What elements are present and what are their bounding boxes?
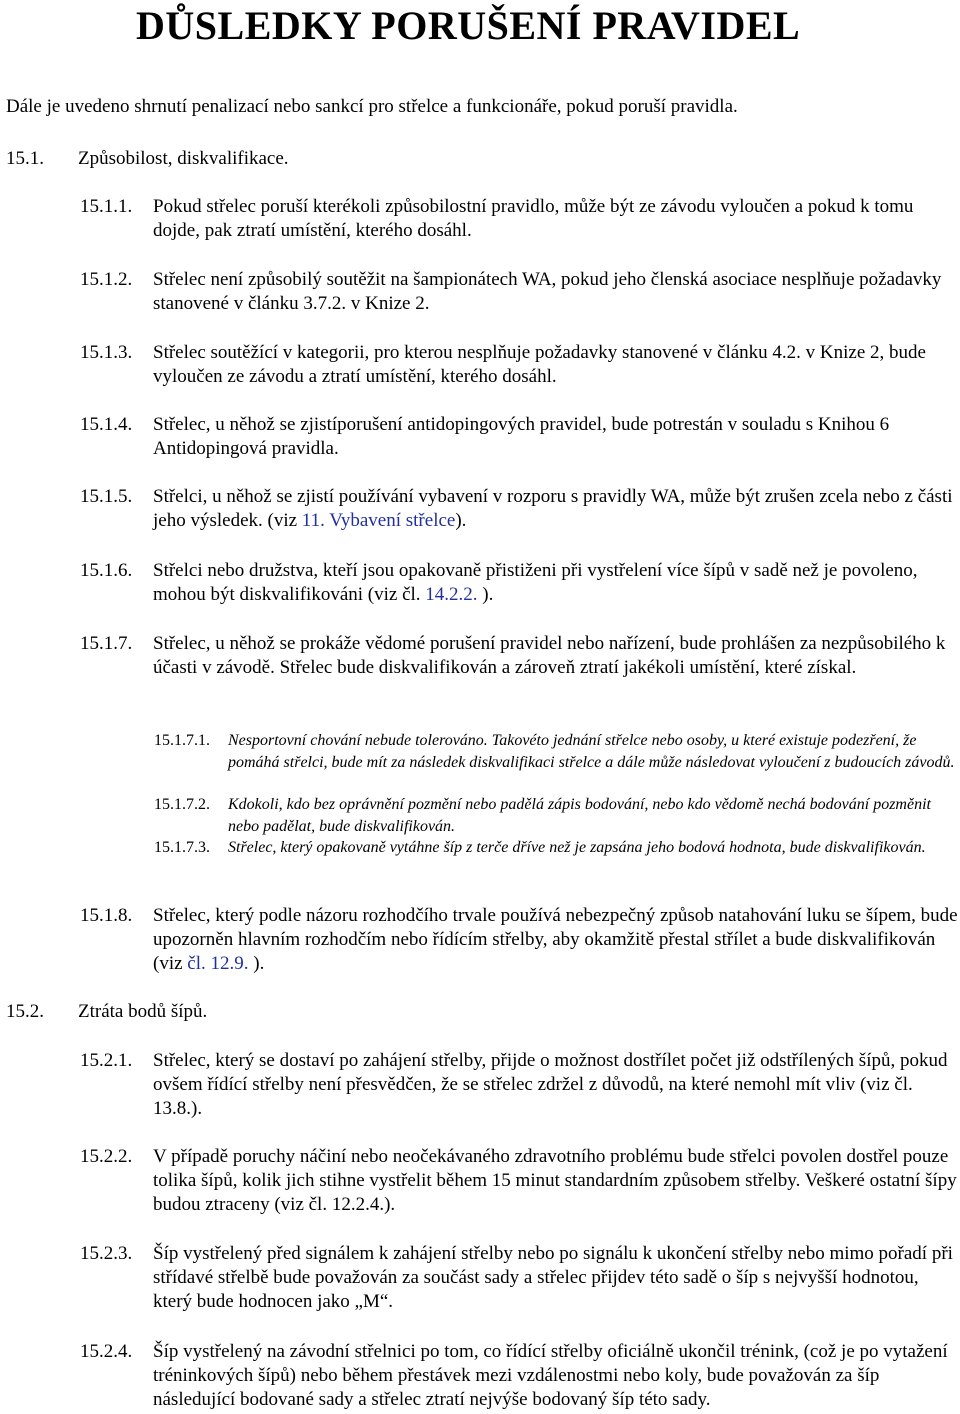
sub-rule-item [154, 794, 958, 837]
rule-text-part: Střelci, u něhož se zjistí používání vybavení v rozporu s pravidly WA, může být zrušen zcela nebo z části jeho výsledek. (viz [153, 486, 953, 531]
rule-text-part: ). [248, 953, 265, 974]
rule-text-part: ). [455, 510, 467, 531]
section-title: Způsobilost, diskvalifikace. [78, 148, 289, 169]
rule-text: Šíp vystřelený před signálem k zahájení střelby nebo po signálu k ukončení střelby nebo mimo pořadí při střídavé střelbě bude považován za součást sady a střelec přijdev této sadě o šíp s nejvyšší hodnotou, který bude hodnocen jako „M“. [153, 1243, 953, 1312]
rule-number: 15.1.7. [80, 633, 133, 654]
section-heading-15-1 [6, 147, 289, 171]
rule-text: Střelec soutěžící v kategorii, pro kterou nesplňuje požadavky stanovené v článku 4.2. v Knize 2, bude vyloučen ze závodu a ztratí umístění, kterého dosáhl. [153, 342, 926, 387]
rule-text: Šíp vystřelený na závodní střelnici po tom, co řídící střelby oficiálně ukončil trénink, (což je po vytažení tréninkových šípů) nebo během přestávek mezi vzdálenostmi nebo koly, bude považován za šíp následující bodované sady a střelec ztratí nejvýše bodovaný šíp této sady. [153, 1341, 948, 1410]
rule-text-part: Střelci nebo družstva, kteří jsou opakovaně přistiženi při vystřelení více šípů v sadě než je povoleno, mohou být diskvalifikováni (viz čl. [153, 560, 918, 605]
rule-number: 15.1.2. [80, 269, 133, 290]
rule-item [80, 1242, 958, 1314]
rule-reference-link[interactable]: 14.2.2. [425, 584, 478, 605]
rule-item [80, 195, 958, 243]
rule-item [80, 485, 958, 533]
rule-text: V případě poruchy náčiní nebo neočekávaného zdravotního problému bude střelci povolen dostřel pouze tolika šípů, kolik jich stihne vystřelit během 15 minut standardním způsobem střelby. Veškeré ostatní šípy budou ztraceny (viz čl. 12.2.4.). [153, 1146, 957, 1215]
rule-item [80, 341, 958, 389]
rule-text: Střelec, u něhož se zjistíporušení antidopingových pravidel, bude potrestán v souladu s Knihou 6 Antidopingová pravidla. [153, 414, 890, 459]
sub-rule-item [154, 837, 958, 859]
rule-item [80, 632, 958, 680]
rule-number: 15.1.4. [80, 414, 133, 435]
section-title: Ztráta bodů šípů. [78, 1001, 208, 1022]
rule-item [80, 1145, 958, 1217]
rule-number: 15.2.4. [80, 1341, 133, 1362]
rule-number: 15.1.8. [80, 905, 133, 926]
sub-rule-item [154, 730, 958, 773]
rule-item [80, 413, 958, 461]
rule-item [80, 904, 958, 976]
sub-rule-text: Kdokoli, kdo bez oprávnění pozmění nebo padělá zápis bodování, nebo kdo vědomě nechá bodování pozměnit nebo padělat, bude diskvalifikován. [228, 796, 931, 835]
rule-number: 15.1.5. [80, 486, 133, 507]
rule-number: 15.1.6. [80, 560, 133, 581]
rule-text: Střelec, který se dostaví po zahájení střelby, přijde o možnost dostřílet počet již odstřílených šípů, pokud ovšem řídící střelby není přesvědčen, že se střelec zdržel z důvodů, na které nemohl mít vliv (viz čl. 13.8.). [153, 1050, 948, 1119]
rule-item [80, 559, 958, 607]
rule-text [153, 485, 958, 533]
rule-number: 15.2.1. [80, 1050, 133, 1071]
sub-rule-number: 15.1.7.1. [154, 732, 210, 749]
rule-text-part: ). [477, 584, 494, 605]
rule-number: 15.1.1. [80, 196, 133, 217]
section-heading-15-2 [6, 1000, 207, 1024]
rule-item [80, 268, 958, 316]
sub-rule-number: 15.1.7.2. [154, 796, 210, 813]
page-title: DŮSLEDKY PORUŠENÍ PRAVIDEL [136, 3, 801, 48]
sub-rule-number: 15.1.7.3. [154, 839, 210, 856]
section-number: 15.1. [6, 148, 44, 169]
intro-paragraph: Dále je uvedeno shrnutí penalizací nebo sankcí pro střelce a funkcionáře, pokud poruší pravidla. [6, 96, 738, 117]
rule-item [80, 1340, 958, 1412]
rule-number: 15.1.3. [80, 342, 133, 363]
rule-text [153, 559, 958, 607]
section-number: 15.2. [6, 1001, 44, 1022]
rule-number: 15.2.3. [80, 1243, 133, 1264]
rule-text: Střelec, u něhož se prokáže vědomé porušení pravidel nebo nařízení, bude prohlášen za nezpůsobilého k účasti v závodě. Střelec bude diskvalifikován a zároveň ztratí jakékoli umístění, které získal. [153, 633, 946, 678]
rule-item [80, 1049, 958, 1121]
sub-rule-text: Střelec, který opakovaně vytáhne šíp z terče dříve než je zapsána jeho bodová hodnota, bude diskvalifikován. [228, 839, 926, 856]
sub-rule-text: Nesportovní chování nebude tolerováno. Takovéto jednání střelce nebo osoby, u které existuje podezření, že pomáhá střelci, bude mít za následek diskvalifikaci střelce a dále může následovat vyloučení z budoucích závodů. [228, 732, 955, 771]
rule-number: 15.2.2. [80, 1146, 133, 1167]
rule-text [153, 904, 958, 976]
rule-reference-link[interactable]: čl. 12.9. [187, 953, 249, 974]
rule-reference-link[interactable]: 11. Vybavení střelce [301, 510, 456, 531]
rule-text: Střelec není způsobilý soutěžit na šampionátech WA, pokud jeho členská asociace nesplňuje požadavky stanovené v článku 3.7.2. v Knize 2. [153, 269, 942, 314]
rule-text: Pokud střelec poruší kterékoli způsobilostní pravidlo, může být ze závodu vyloučen a pokud k tomu dojde, pak ztratí umístění, kterého dosáhl. [153, 196, 914, 241]
rule-text-part: Střelec, který podle názoru rozhodčího trvale používá nebezpečný způsob natahování luku se šípem, bude upozorněn hlavním rozhodčím nebo řídícím střelby, aby okamžitě přestal střílet a bude diskvalifikován (viz [153, 905, 958, 974]
